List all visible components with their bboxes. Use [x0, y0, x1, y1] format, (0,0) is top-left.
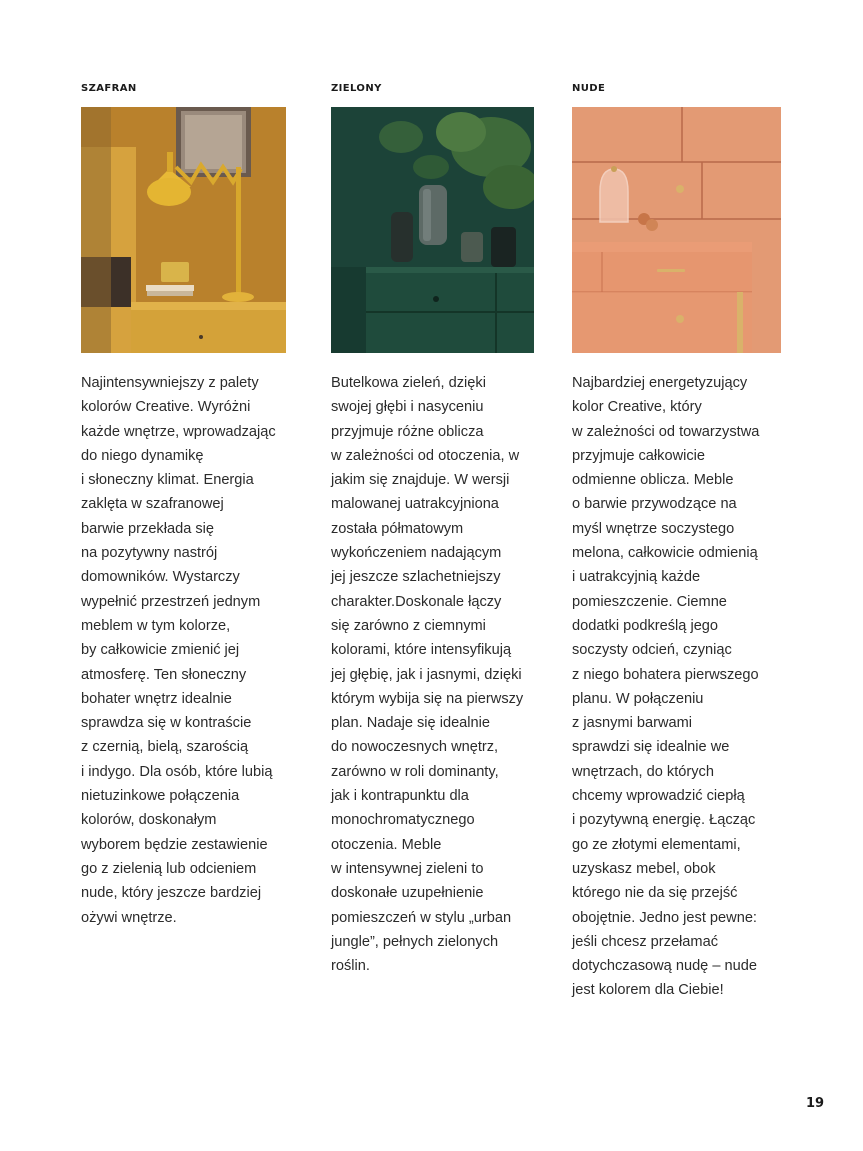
text-line: na pozytywny nastrój	[81, 545, 218, 562]
text-line: została półmatowym	[331, 520, 464, 537]
text-line: wyborem będzie zestawienie	[81, 836, 268, 853]
text-line: soczysty odcień, czyniąc	[572, 642, 732, 659]
text-line: myśl wnętrze soczystego	[572, 520, 735, 537]
text-line: z jasnymi barwami	[572, 715, 693, 732]
text-line: jej jeszcze szlachetniejszy	[331, 569, 501, 586]
text-line: ożywi wnętrze.	[81, 909, 177, 926]
text-line: i pozytywną energię. Łącząc	[572, 812, 756, 829]
text-line: jak i kontrapunktu dla	[331, 788, 469, 805]
text-line: domowników. Wystarczy	[81, 569, 240, 586]
text-line: jakim się znajduje. W wersji	[331, 472, 510, 489]
column-text	[81, 371, 291, 930]
text-line: swojej głębi i nasyceniu	[331, 399, 484, 416]
text-line: się zarówno z ciemnymi	[331, 617, 486, 634]
text-line: chcemy wprowadzić ciepłą	[572, 788, 745, 805]
text-line: nietuzinkowe połączenia	[81, 788, 240, 805]
column-text	[331, 371, 536, 978]
text-line: jest kolorem dla Ciebie!	[572, 982, 724, 999]
text-line: do niego dynamikę	[81, 447, 204, 464]
text-line: każde wnętrze, wprowadzając	[81, 423, 276, 440]
column-zielony	[331, 80, 536, 978]
text-line: by całkowicie zmienić jej	[81, 642, 240, 659]
column-szafran	[81, 80, 291, 930]
text-line: malowanej uatrakcyjniona	[331, 496, 499, 513]
text-line: sprawdza się w kontraście	[81, 715, 252, 732]
text-line: wypełnić przestrzeń jednym	[81, 593, 261, 610]
text-line: w intensywnej zieleni to	[331, 860, 484, 877]
photo-green-dresser	[331, 107, 534, 353]
text-line: do nowoczesnych wnętrz,	[331, 739, 499, 756]
page-number: 19	[806, 1096, 825, 1111]
text-line: bohater wnętrz idealnie	[81, 690, 232, 707]
text-line: i słoneczny klimat. Energia	[81, 472, 254, 489]
text-line: dodatki podkreślą jego	[572, 617, 719, 634]
column-nude	[572, 80, 784, 1003]
text-line: Najintensywniejszy z palety	[81, 375, 259, 391]
text-line: którego nie da się przejść	[572, 885, 738, 902]
text-line: go ze złotymi elementami,	[572, 836, 741, 853]
text-line: którym wybija się na pierwszy	[331, 690, 524, 707]
text-line: odmienne oblicza. Meble	[572, 472, 734, 489]
text-line: i uatrakcyjnią każde	[572, 569, 701, 586]
text-line: pomieszczenie. Ciemne	[572, 593, 727, 610]
text-line: w zależności od otoczenia, w	[331, 447, 520, 464]
column-title: SZAFRAN	[81, 83, 137, 94]
text-line: nude, który jeszcze bardziej	[81, 885, 262, 902]
text-line: atmosferę. Ten słoneczny	[81, 666, 247, 683]
text-line: doskonałe uzupełnienie	[331, 885, 484, 902]
text-line: plan. Nadaje się idealnie	[331, 715, 491, 732]
text-line: kolorów, doskonałym	[81, 812, 217, 829]
text-line: barwie przekłada się	[81, 520, 215, 537]
text-line: jeśli chcesz przełamać	[572, 933, 718, 950]
text-line: kolorów Creative. Wyróżni	[81, 399, 251, 416]
text-line: sprawdzi się idealnie we	[572, 739, 730, 756]
text-line: jungle”, pełnych zielonych	[331, 933, 499, 950]
text-line: zaklęta w szafranowej	[81, 496, 224, 513]
text-line: roślin.	[331, 958, 370, 975]
text-line: przyjmuje różne oblicza	[331, 423, 484, 440]
text-line: i indygo. Dla osób, które lubią	[81, 763, 273, 780]
text-line: go z zielenią lub odcieniem	[81, 860, 257, 877]
column-title: NUDE	[572, 83, 606, 94]
text-line: wnętrzach, do których	[572, 763, 714, 780]
text-line: dotychczasową nudę – nude	[572, 958, 757, 975]
text-line: zarówno w roli dominanty,	[331, 763, 499, 780]
text-line: o barwie przywodzące na	[572, 496, 737, 513]
column-text	[572, 371, 784, 1003]
text-line: melona, całkowicie odmienią	[572, 545, 758, 562]
column-title: ZIELONY	[331, 83, 382, 94]
text-line: meblem w tym kolorze,	[81, 617, 231, 634]
text-line: monochromatycznego	[331, 812, 475, 829]
text-line: uzyskasz mebel, obok	[572, 860, 716, 877]
text-line: Butelkowa zieleń, dzięki	[331, 375, 486, 391]
text-line: z czernią, bielą, szarością	[81, 739, 249, 756]
text-line: przyjmuje całkowicie	[572, 447, 706, 464]
text-line: otoczenia. Meble	[331, 836, 442, 853]
text-line: wykończeniem nadającym	[331, 545, 502, 562]
photo-nude-dresser	[572, 107, 781, 353]
text-line: z niego bohatera pierwszego	[572, 666, 759, 683]
text-line: kolor Creative, który	[572, 399, 702, 416]
text-line: planu. W połączeniu	[572, 690, 704, 707]
photo-saffron-lamp	[81, 107, 286, 353]
text-line: jej głębię, jak i jasnymi, dzięki	[331, 666, 522, 683]
text-line: charakter.Doskonale łączy	[331, 593, 502, 610]
text-line: pomieszczeń w stylu „urban	[331, 909, 512, 926]
text-line: w zależności od towarzystwa	[572, 423, 760, 440]
text-line: Najbardziej energetyzujący	[572, 375, 748, 391]
text-line: obojętnie. Jedno jest pewne:	[572, 909, 757, 926]
text-line: kolorami, które intensyfikują	[331, 642, 512, 659]
